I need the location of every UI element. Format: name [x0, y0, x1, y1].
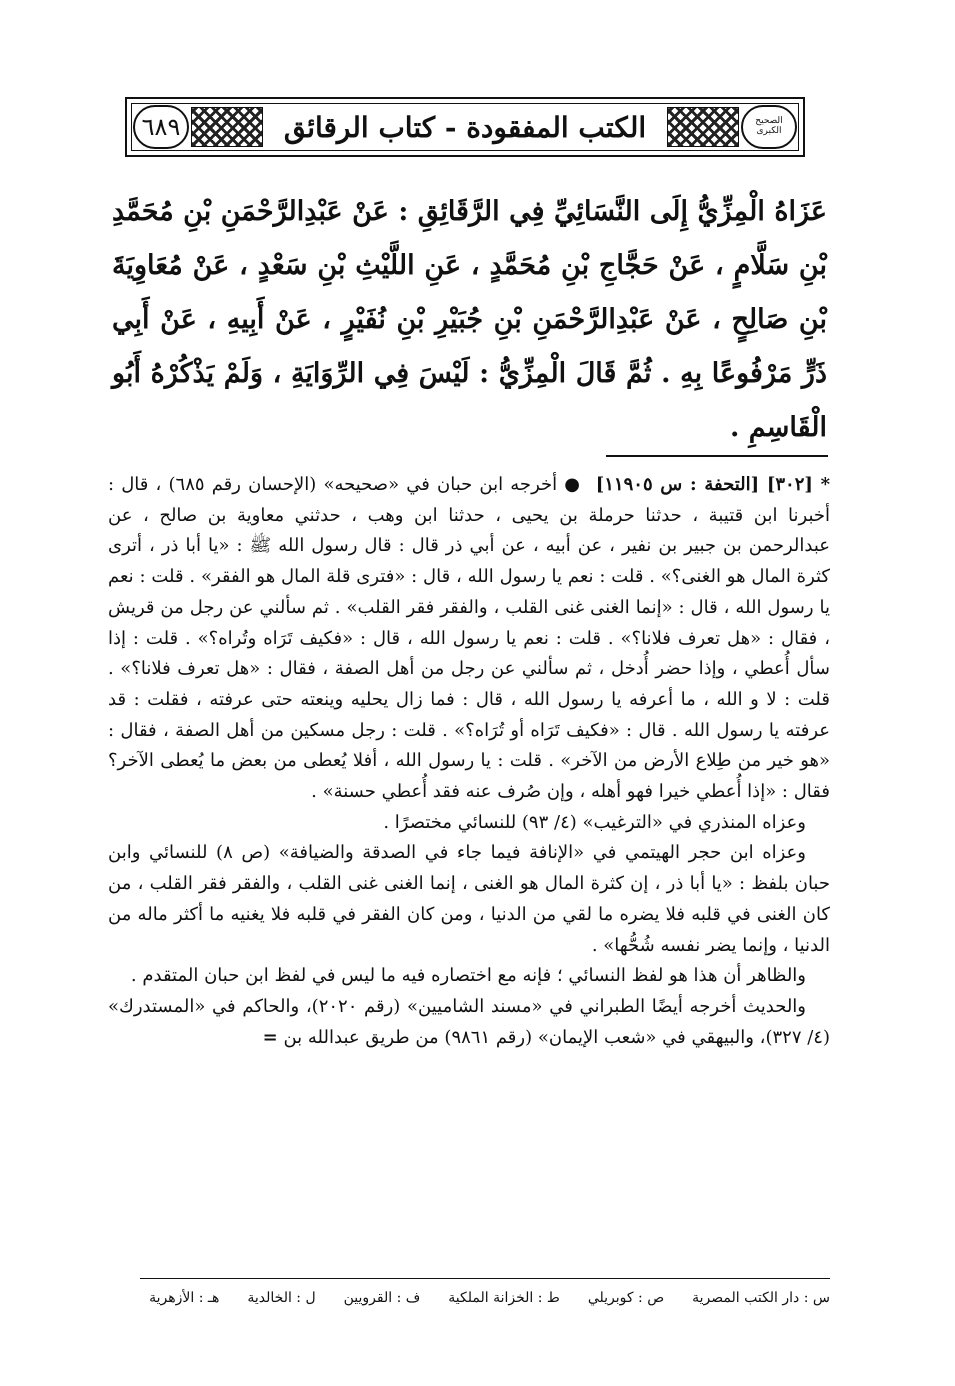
footnote-paragraph-4: والظاهر أن هذا هو لفظ النسائي ؛ فإنه مع اختصاره فيه ما ليس في لفظ ابن حبان المتقدم .	[130, 965, 806, 987]
abbreviations-divider	[140, 1278, 830, 1279]
footnote-paragraph-2: وعزاه المنذري في «الترغيب» (٤/ ٩٣) للنسائي مختصرًا .	[383, 811, 806, 833]
ornament-left	[191, 107, 263, 147]
continuation-mark: =	[262, 1026, 278, 1048]
footnote-paragraph-1	[108, 470, 830, 808]
page-number: ٦٨٩	[133, 105, 189, 149]
abbreviation-item: ل : الخالدية	[247, 1290, 316, 1306]
abbreviation-item: ف : القرويين	[343, 1290, 421, 1306]
footnotes	[108, 470, 830, 1053]
emblem-logo: الصحيح الكبرى	[741, 105, 797, 149]
footnote-marker: * [٣٠٢] [التحفة : س ١١٩٠٥]	[595, 474, 831, 495]
page-header	[125, 97, 805, 157]
abbreviation-item: ص : كوبريلي	[587, 1290, 665, 1306]
abbreviation-item: هـ : الأزهرية	[149, 1290, 220, 1306]
footnote-divider	[606, 455, 828, 457]
footnote-text-1: ● أخرجه ابن حبان في «صحيحه» (الإحسان رقم ٦٨٥) ، قال : أخبرنا ابن قتيبة ، حدثنا حرملة بن يحيى ، حدثنا ابن وهب ، حدثني معاوية بن صالح ، عن عبدالرحمن بن جبير بن نفير ، عن أبيه ، عن أبي ذر قال : قال رسول الله ﷺ : «يا أبا ذر ، أترى كثرة المال هو الغنى؟» . قلت : نعم يا رسول الله ، قال : «فترى قلة المال هو الفقر» . قلت : نعم يا رسول الله ، قال : «إنما الغنى غنى القلب ، والفقر فقر القلب» . ثم سألني عن رجل من قريش ، فقال : «هل تعرف فلانا؟» . قلت : نعم يا رسول الله ، قال : «فكيف تَرَاه وتُراه؟» . قلت : إذا سأل أُعطي ، وإذا حضر أُدخل ، ثم سألني عن رجل من أهل الصفة ، فقال : «هل تعرف فلانا؟» . قلت : لا و الله ، ما أعرفه يا رسول الله ، قال : فما زال يحليه وينعته حتى عرفته ، فقلت : قد عرفته يا رسول الله . قال : «فكيف تَرَاه أو تُرَاه؟» . قلت : رجل مسكين من أهل الصفة ، فقال : «هو خير من طِلاع الأرض من الآخر» . قلت : يا رسول الله ، أفلا يُعطى من بعض ما يُعطى الآخر؟ فقال : «إذا أُعطي خيرا فهو أهله ، وإن صُرف عنه فقد أُعطي حسنة» .	[108, 474, 830, 803]
ornament-right	[667, 107, 739, 147]
footnote-text-5: والحديث أخرجه أيضًا الطبراني في «مسند الشاميين» (رقم ٢٠٢٠)، والحاكم في «المستدرك» (٤/ ٣٢٧)، والبيهقي في «شعب الإيمان» (رقم ٩٨٦١) من طريق عبدالله بن	[108, 995, 830, 1048]
header-title: الكتب المفقودة - كتاب الرقائق	[283, 110, 647, 144]
abbreviation-item: س : دار الكتب المصرية	[692, 1290, 830, 1306]
footnote-paragraph-5	[108, 992, 830, 1053]
main-text: عَزَاهُ الْمِزِّيُّ إِلَى النَّسَائِيِّ فِي الرَّقَائِقِ : عَنْ عَبْدِالرَّحْمَنِ بْنِ مُحَمَّدِ بْنِ سَلَّامٍ ، عَنْ حَجَّاجِ بْنِ مُحَمَّدٍ ، عَنِ اللَّيْثِ بْنِ سَعْدٍ ، عَنْ مُعَاوِيَةَ بْنِ صَالِحٍ ، عَنْ عَبْدِالرَّحْمَنِ بْنِ جُبَيْرِ بْنِ نُفَيْرٍ ، عَنْ أَبِيهِ ، عَنْ أَبِي ذَرٍّ مَرْفُوعًا بِهِ . ثُمَّ قَالَ الْمِزِّيُّ : لَيْسَ فِي الرِّوَايَةِ ، وَلَمْ يَذْكُرْهُ أَبُو الْقَاسِمِ .	[112, 196, 827, 443]
abbreviation-item: ط : الخزانة الملكية	[448, 1290, 560, 1306]
manuscript-abbreviations	[140, 1290, 830, 1306]
footnote-paragraph-3: وعزاه ابن حجر الهيتمي في «الإنافة فيما جاء في الصدقة والضيافة» (ص ٨) للنسائي وابن حبان بلفظ : «يا أبا ذر ، إن كثرة المال هو الغنى ، إنما الغنى غنى القلب ، والفقر فقر القلب ، من كان الغنى في قلبه فلا يضره ما لقي من الدنيا ، ومن كان الفقر في قلبه فلا يغنيه ما أكثر ماله من الدنيا ، وإنما يضر نفسه شُحُّها» .	[108, 842, 830, 956]
